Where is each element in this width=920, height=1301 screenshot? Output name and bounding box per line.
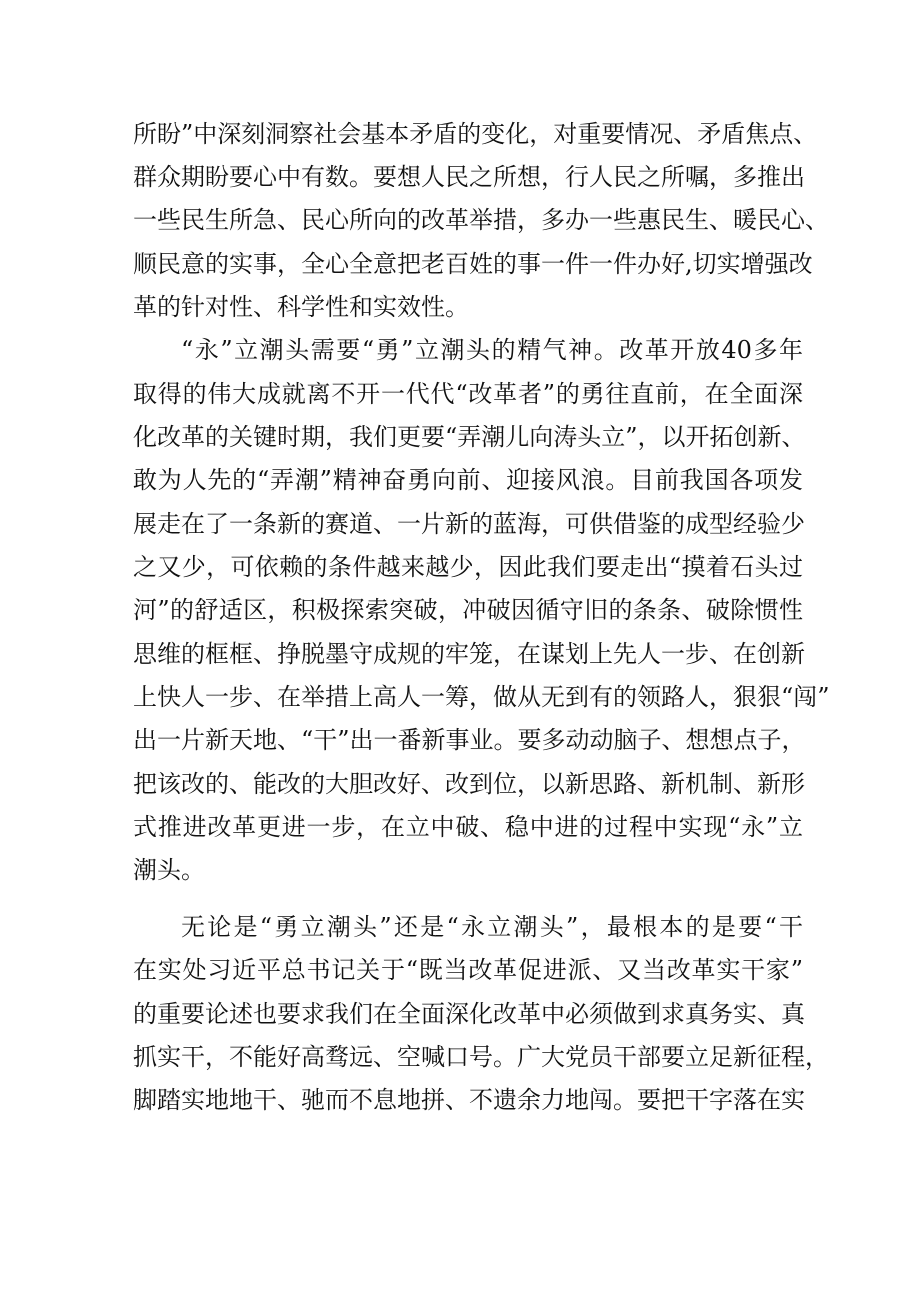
text-line: 敢为人先的“弄潮”精神奋勇向前、迎接风浪。目前我国各项发 [133,466,803,494]
text-line: 河”的舒适区，积极探索突破，冲破因循守旧的条条、破除惯性 [133,596,803,624]
text-line: 顺民意的实事，全心全意把老百姓的事一件一件办好,切实增强改 [133,250,813,278]
text-line: 的重要论述也要求我们在全面深化改革中必须做到求真务实、真 [133,1000,805,1028]
text-line: 思维的框框、挣脱墨守成规的牢笼，在谋划上先人一步、在创新 [133,640,805,668]
paragraph-first-line: 无论是“勇立潮头”还是“永立潮头”，最根本的是要“干 [181,913,803,941]
text-line: 所盼”中深刻洞察社会基本矛盾的变化，对重要情况、矛盾焦点、 [133,120,818,148]
text-line: 在实处习近平总书记关于“既当改革促进派、又当改革实干家” [133,956,803,984]
paragraph-first-line: “永”立潮头需要“勇”立潮头的精气神。改革开放40多年 [181,336,803,364]
text-line: 之又少，可依赖的条件越来越少，因此我们要走出“摸着石头过 [133,553,803,581]
text-line: 上快人一步、在举措上高人一筹，做从无到有的领路人，狠狠“闯” [133,683,830,711]
text-line: 革的针对性、科学性和实效性。 [133,293,469,321]
text-line: 展走在了一条新的赛道、一片新的蓝海，可供借鉴的成型经验少 [133,510,805,538]
text-line: 出一片新天地、“干”出一番新事业。要多动动脑子、想想点子， [133,726,806,754]
text-line: 化改革的关键时期，我们更要“弄潮儿向涛头立”，以开拓创新、 [133,423,806,451]
text-line: 式推进改革更进一步，在立中破、稳中进的过程中实现“永”立 [133,813,803,841]
text-line: 把该改的、能改的大胆改好、改到位，以新思路、新机制、新形 [133,770,805,798]
text-line: 一些民生所急、民心所向的改革举措，多办一些惠民生、暖民心、 [133,206,829,234]
text-line: 抓实干，不能好高骛远、空喊口号。广大党员干部要立足新征程， [133,1043,829,1071]
text-line: 群众期盼要心中有数。要想人民之所想，行人民之所嘱，多推出 [133,163,805,191]
text-line: 取得的伟大成就离不开一代代“改革者”的勇往直前，在全面深 [133,380,803,408]
text-line: 脚踏实地地干、驰而不息地拼、不遗余力地闯。要把干字落在实 [133,1086,805,1114]
text-line: 潮头。 [133,856,205,884]
